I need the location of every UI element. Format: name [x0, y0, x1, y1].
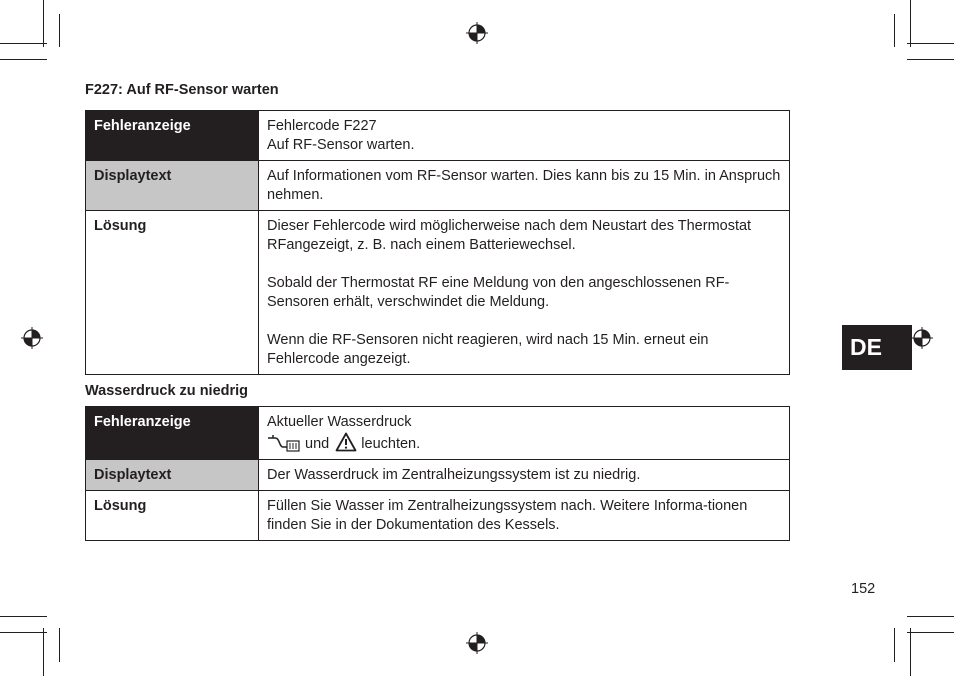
solution-paragraph: Sobald der Thermostat RF eine Meldung von den angeschlossenen RF-Sensoren erhält, verschwindet die Meldung.	[267, 275, 730, 310]
crop-mark	[0, 43, 47, 44]
crop-mark	[43, 628, 44, 676]
row-value-loesung	[259, 211, 790, 375]
table-row	[86, 111, 790, 161]
crop-mark	[43, 0, 44, 47]
section-heading-f227: F227: Auf RF-Sensor warten	[85, 82, 279, 98]
crop-mark	[0, 616, 47, 617]
crop-mark	[0, 632, 47, 633]
crop-mark	[894, 628, 895, 662]
registration-mark-icon	[911, 327, 933, 349]
row-value-displaytext: Auf Informationen vom RF-Sensor warten. Dies kann bis zu 15 Min. in Anspruch nehmen.	[259, 161, 790, 211]
error-table-f227	[85, 110, 790, 375]
error-message-line: Auf RF-Sensor warten.	[267, 137, 415, 153]
table-row	[86, 491, 790, 541]
warning-triangle-icon	[335, 432, 357, 452]
crop-mark	[907, 632, 954, 633]
row-label-displaytext: Displaytext	[86, 161, 259, 211]
row-label-fehleranzeige: Fehleranzeige	[86, 407, 259, 460]
crop-mark	[907, 59, 954, 60]
row-label-displaytext: Displaytext	[86, 460, 259, 491]
registration-mark-icon	[466, 22, 488, 44]
registration-mark-icon	[21, 327, 43, 349]
indicator-line	[267, 432, 781, 454]
table-row	[86, 161, 790, 211]
error-code-line: Fehlercode F227	[267, 118, 377, 134]
solution-paragraph: Dieser Fehlercode wird möglicherweise nach dem Neustart des Thermostat RFangezeigt, z. B. nach einem Batteriewechsel.	[267, 218, 752, 253]
und-text: und	[305, 436, 330, 452]
solution-paragraph: Wenn die RF-Sensoren nicht reagieren, wird nach 15 Min. erneut ein Fehlercode angezeigt.	[267, 332, 709, 367]
crop-mark	[894, 14, 895, 47]
registration-mark-icon	[466, 632, 488, 654]
row-value-displaytext: Der Wasserdruck im Zentralheizungssystem ist zu niedrig.	[259, 460, 790, 491]
row-label-fehleranzeige: Fehleranzeige	[86, 111, 259, 161]
page-number: 152	[851, 581, 876, 597]
table-row	[86, 460, 790, 491]
row-value-fehleranzeige	[259, 111, 790, 161]
crop-mark	[907, 616, 954, 617]
row-label-loesung: Lösung	[86, 491, 259, 541]
section-heading-wasserdruck: Wasserdruck zu niedrig	[85, 383, 249, 399]
crop-mark	[910, 0, 911, 47]
table-row	[86, 211, 790, 375]
crop-mark	[907, 43, 954, 44]
error-table-wasserdruck	[85, 406, 790, 541]
crop-mark	[59, 628, 60, 662]
pressure-line: Aktueller Wasserdruck	[267, 414, 412, 430]
row-value-loesung: Füllen Sie Wasser im Zentralheizungssystem nach. Weitere Informa-tionen finden Sie in der Dokumentation des Kessels.	[259, 491, 790, 541]
crop-mark	[910, 628, 911, 676]
table-row	[86, 407, 790, 460]
row-label-loesung: Lösung	[86, 211, 259, 375]
crop-mark	[0, 59, 47, 60]
leuchten-text: leuchten.	[361, 436, 421, 452]
water-pressure-icon	[267, 434, 301, 452]
crop-mark	[59, 14, 60, 47]
row-value-fehleranzeige	[259, 407, 790, 460]
language-tab: DE	[842, 325, 912, 370]
